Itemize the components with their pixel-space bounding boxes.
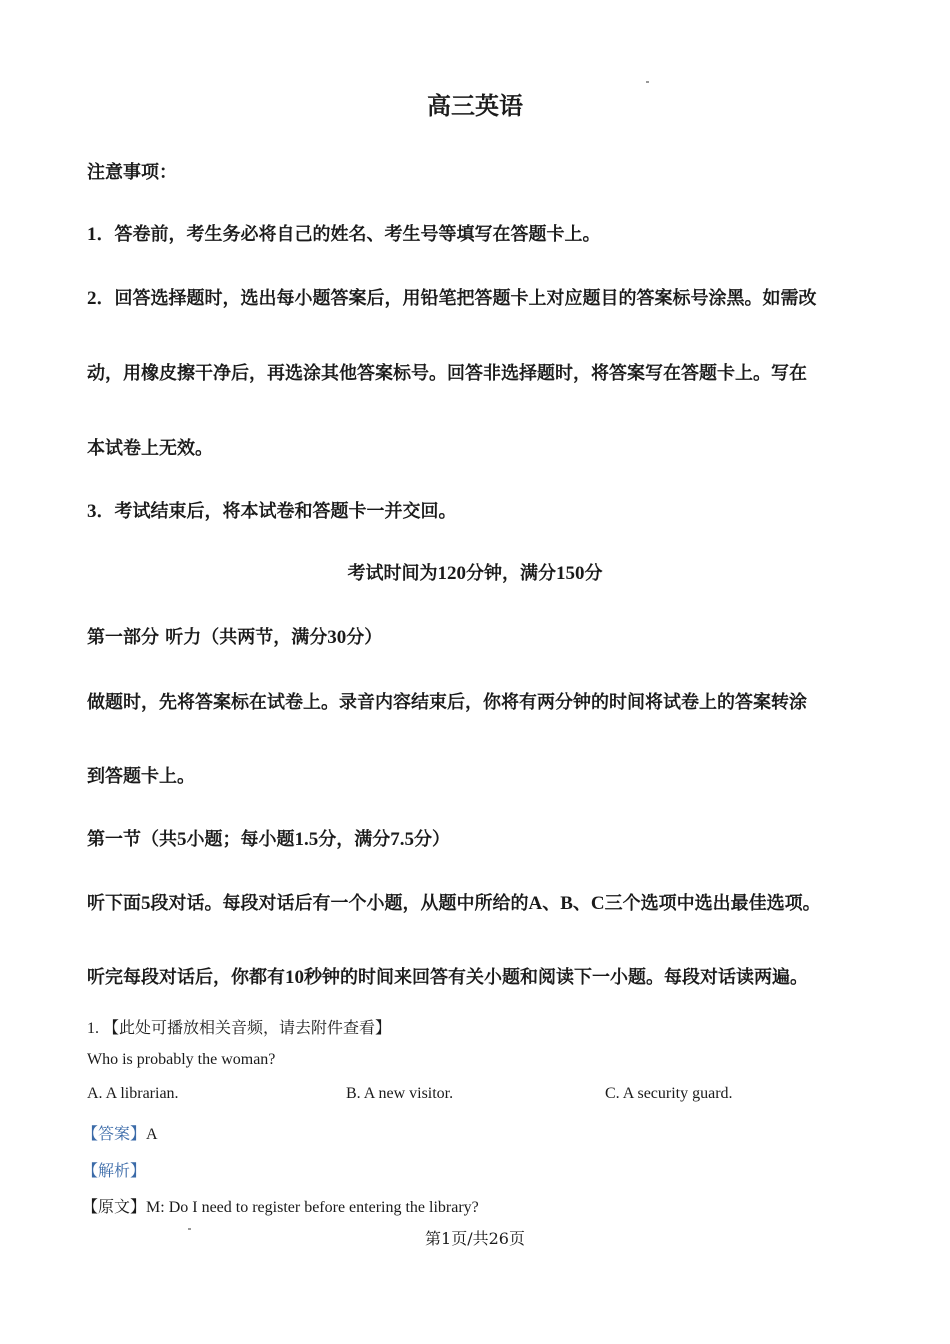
artifact-mark	[646, 81, 649, 83]
analysis-label: 【解析】	[82, 1161, 147, 1180]
section1-instruction: 听下面5段对话。每段对话后有一个小题，从题中所给的A、B、C三个选项中选出最佳选项。	[87, 893, 821, 914]
exam-time: 考试时间为120分钟，满分150分	[347, 563, 603, 584]
audio-note[interactable]: 【此处可播放相关音频，请去附件查看】	[103, 1018, 392, 1037]
page-title: 高三英语	[427, 91, 523, 120]
part1-instruction-cont: 到答题卡上。	[87, 766, 195, 787]
option-a: A. A librarian.	[87, 1085, 179, 1102]
notice-heading: 注意事项：	[87, 162, 177, 183]
original-text: M: Do I need to register before entering the library?	[146, 1199, 479, 1216]
analysis-line	[82, 1158, 146, 1181]
original-text-line	[82, 1194, 479, 1217]
question-number: 1.	[87, 1020, 99, 1037]
part1-heading: 第一部分 听力（共两节，满分30分）	[87, 627, 383, 648]
answer-label: 【答案】	[82, 1124, 147, 1143]
notice-item-2-cont: 动，用橡皮擦干净后，再选涂其他答案标号。回答非选择题时，将答案写在答题卡上。写在	[87, 363, 807, 384]
section1-heading: 第一节（共5小题；每小题1.5分，满分7.5分）	[87, 829, 450, 850]
option-c: C. A security guard.	[605, 1085, 733, 1102]
option-b: B. A new visitor.	[346, 1085, 454, 1102]
notice-item-2-cont2: 本试卷上无效。	[87, 438, 213, 459]
section1-instruction-2: 听完每段对话后，你都有10秒钟的时间来回答有关小题和阅读下一小题。每段对话读两遍。	[87, 967, 808, 988]
page-footer: 第1页/共26页	[425, 1229, 525, 1248]
notice-item-2: 2．回答选择题时，选出每小题答案后，用铅笔把答题卡上对应题目的答案标号涂黑。如需改	[87, 288, 817, 309]
artifact-mark	[188, 1228, 191, 1230]
notice-item-3: 3．考试结束后，将本试卷和答题卡一并交回。	[87, 501, 457, 522]
notice-item-1: 1．答卷前，考生务必将自己的姓名、考生号等填写在答题卡上。	[87, 224, 601, 245]
answer-line	[82, 1121, 158, 1144]
answer-value: A	[146, 1126, 158, 1143]
question-1-stem: Who is probably the woman?	[87, 1051, 276, 1068]
part1-instruction: 做题时，先将答案标在试卷上。录音内容结束后，你将有两分钟的时间将试卷上的答案转涂	[87, 692, 807, 713]
question-1-audio	[87, 1015, 391, 1038]
original-label: 【原文】	[82, 1197, 147, 1216]
